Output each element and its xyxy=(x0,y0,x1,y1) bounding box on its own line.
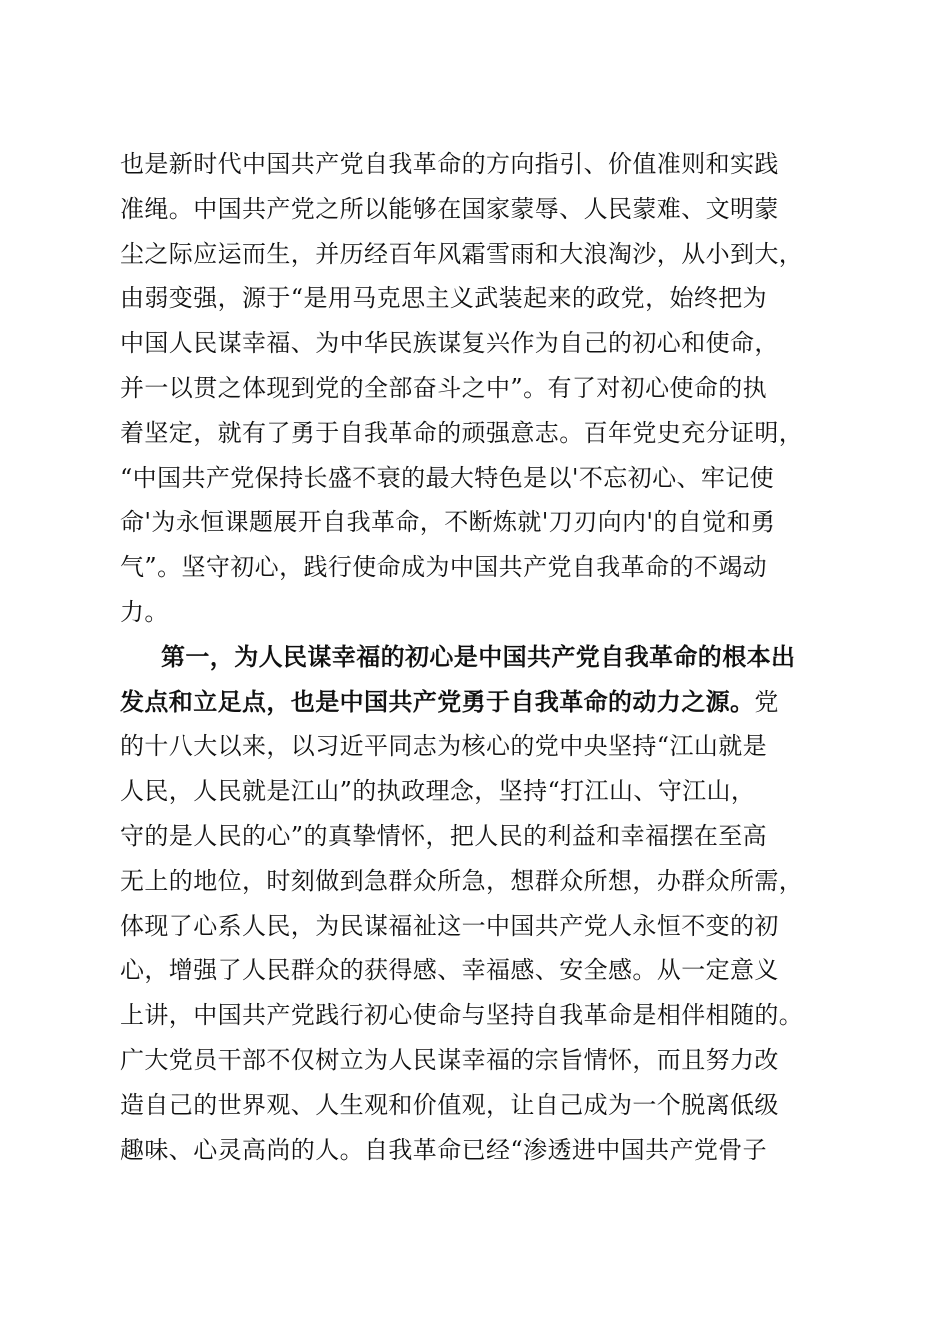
bold-lead-text: 发点和立足点，也是中国共产党勇于自我革命的动力之源。 xyxy=(120,686,755,716)
text-line: 由弱变强，源于“是用马克思主义武装起来的政党，始终把为 xyxy=(120,284,768,313)
text-line: 命'为永恒课题展开自我革命，不断炼就'刀刃向内'的自觉和勇 xyxy=(120,508,776,537)
text-line: 力。 xyxy=(120,597,169,626)
text-line: 上讲，中国共产党践行初心使命与坚持自我革命是相伴相随的。 xyxy=(120,1001,804,1030)
text-line: 守的是人民的心”的真挚情怀，把人民的利益和幸福摆在至高 xyxy=(120,821,768,850)
text-line: 广大党员干部不仅树立为人民谋幸福的宗旨情怀，而且努力改 xyxy=(120,1045,779,1074)
text-line: 中国人民谋幸福、为中华民族谋复兴作为自己的初心和使命， xyxy=(120,329,779,358)
text-line: 趣味、心灵高尚的人。自我革命已经“渗透进中国共产党骨子 xyxy=(120,1135,768,1164)
text-line: 尘之际应运而生，并历经百年风霜雪雨和大浪淘沙，从小到大， xyxy=(120,239,804,268)
text-continuation: 党 xyxy=(754,687,779,716)
text-line: 准绳。中国共产党之所以能够在国家蒙辱、人民蒙难、文明蒙 xyxy=(120,194,779,223)
text-line: 也是新时代中国共产党自我革命的方向指引、价值准则和实践 xyxy=(120,150,779,178)
text-line: 的十八大以来，以习近平同志为核心的党中央坚持“江山就是 xyxy=(120,732,768,761)
text-line: “中国共产党保持长盛不衰的最大特色是以'不忘初心、牢记使 xyxy=(120,463,775,492)
text-line: 体现了心系人民，为民谋福祉这一中国共产党人永恒不变的初 xyxy=(120,911,779,940)
text-line: 着坚定，就有了勇于自我革命的顽强意志。百年党史充分证明， xyxy=(120,418,804,447)
text-line-bold-heading: 第一，为人民谋幸福的初心是中国共产党自我革命的根本出 xyxy=(161,641,796,671)
body-text xyxy=(120,142,838,1172)
text-line: 造自己的世界观、人生观和价值观，让自己成为一个脱离低级 xyxy=(120,1090,779,1119)
text-line: 人民，人民就是江山”的执政理念，坚持“打江山、守江山， xyxy=(120,777,756,806)
text-line: 无上的地位，时刻做到急群众所急，想群众所想，办群众所需， xyxy=(120,866,804,895)
text-line-mixed xyxy=(120,680,838,725)
text-line: 并一以贯之体现到党的全部奋斗之中”。有了对初心使命的执 xyxy=(120,373,768,402)
paragraph-first-point xyxy=(120,635,838,1173)
paragraph-initial-continuation xyxy=(120,142,838,635)
text-line: 心，增强了人民群众的获得感、幸福感、安全感。从一定意义 xyxy=(120,956,779,985)
text-line: 气”。坚守初心，践行使命成为中国共产党自我革命的不竭动 xyxy=(120,553,768,582)
